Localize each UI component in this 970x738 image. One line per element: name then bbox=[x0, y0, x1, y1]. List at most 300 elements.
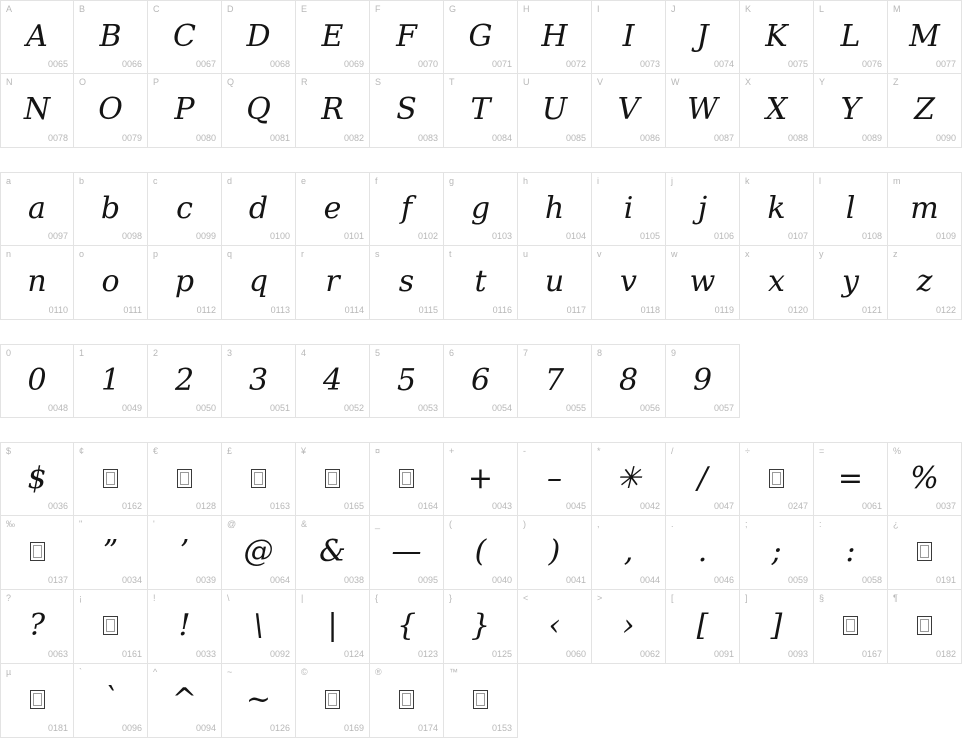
glyph-cell[interactable] bbox=[148, 74, 222, 148]
glyph-preview: ! bbox=[178, 608, 191, 643]
glyph-char-label: ! bbox=[153, 593, 156, 603]
glyph-char-label: ¢ bbox=[79, 446, 85, 456]
glyph-preview: . bbox=[697, 534, 708, 569]
glyph-char-label: [ bbox=[671, 593, 674, 603]
glyph-cell[interactable] bbox=[518, 0, 592, 74]
glyph-code-label: 0093 bbox=[787, 649, 808, 659]
glyph-char-label: 2 bbox=[153, 348, 159, 358]
glyph-char-label: B bbox=[79, 4, 86, 14]
glyph-code-label: 0039 bbox=[195, 575, 216, 585]
glyph-cell[interactable] bbox=[740, 516, 814, 590]
glyph-code-label: 0163 bbox=[269, 501, 290, 511]
glyph-code-label: 0092 bbox=[269, 649, 290, 659]
glyph-char-label: f bbox=[375, 176, 378, 186]
glyph-preview: ~ bbox=[245, 682, 272, 717]
glyph-cell[interactable] bbox=[444, 516, 518, 590]
glyph-cell[interactable] bbox=[518, 442, 592, 516]
glyph-code-label: 0081 bbox=[269, 133, 290, 143]
glyph-preview: — bbox=[391, 534, 422, 569]
glyph-cell[interactable] bbox=[0, 516, 74, 590]
glyph-cell[interactable] bbox=[740, 590, 814, 664]
glyph-code-label: 0099 bbox=[195, 231, 216, 241]
glyph-preview: % bbox=[910, 460, 939, 496]
glyph-code-label: 0116 bbox=[492, 305, 512, 315]
glyph-code-label: 0106 bbox=[713, 231, 734, 241]
glyph-char-label: a bbox=[6, 176, 12, 186]
glyph-cell[interactable] bbox=[666, 344, 740, 418]
glyph-char-label: € bbox=[153, 446, 159, 456]
glyph-code-label: 0077 bbox=[935, 59, 956, 69]
glyph-char-label: J bbox=[671, 4, 676, 14]
glyph-preview: F bbox=[396, 18, 417, 54]
missing-glyph-icon bbox=[843, 616, 858, 635]
glyph-preview: M bbox=[909, 18, 940, 54]
glyph-cell[interactable] bbox=[740, 0, 814, 74]
glyph-preview: [ bbox=[696, 608, 709, 643]
glyph-cell[interactable] bbox=[296, 172, 370, 246]
glyph-cell[interactable] bbox=[222, 442, 296, 516]
glyph-char-label: k bbox=[745, 176, 750, 186]
glyph-cell[interactable] bbox=[814, 0, 888, 74]
glyph-cell[interactable] bbox=[370, 172, 444, 246]
glyph-char-label: { bbox=[375, 593, 379, 603]
glyph-code-label: 0164 bbox=[417, 501, 438, 511]
glyph-char-label: 9 bbox=[671, 348, 677, 358]
glyph-cell[interactable] bbox=[888, 516, 962, 590]
glyph-char-label: q bbox=[227, 249, 233, 259]
glyph-cell[interactable] bbox=[740, 74, 814, 148]
glyph-char-label: U bbox=[523, 77, 530, 87]
glyph-preview: 1 bbox=[100, 362, 121, 398]
glyph-char-label: d bbox=[227, 176, 233, 186]
glyph-code-label: 0120 bbox=[787, 305, 808, 315]
glyph-preview: H bbox=[541, 18, 568, 54]
glyph-char-label: z bbox=[893, 249, 898, 259]
glyph-block-digits bbox=[0, 344, 970, 418]
glyph-cell[interactable] bbox=[222, 74, 296, 148]
glyph-code-label: 0045 bbox=[565, 501, 586, 511]
glyph-cell[interactable] bbox=[888, 246, 962, 320]
glyph-cell[interactable] bbox=[148, 516, 222, 590]
glyph-cell[interactable] bbox=[518, 516, 592, 590]
glyph-row bbox=[0, 0, 970, 74]
glyph-cell[interactable] bbox=[888, 0, 962, 74]
glyph-code-label: 0108 bbox=[861, 231, 882, 241]
glyph-cell[interactable] bbox=[222, 590, 296, 664]
glyph-preview: a bbox=[28, 190, 46, 226]
glyph-cell[interactable] bbox=[740, 172, 814, 246]
glyph-code-label: 0100 bbox=[269, 231, 290, 241]
glyph-char-label: v bbox=[597, 249, 602, 259]
glyph-code-label: 0088 bbox=[787, 133, 808, 143]
glyph-code-label: 0044 bbox=[639, 575, 660, 585]
glyph-preview: J bbox=[696, 18, 709, 54]
glyph-cell[interactable] bbox=[296, 590, 370, 664]
glyph-char-label: ¡ bbox=[79, 593, 82, 603]
glyph-char-label: 8 bbox=[597, 348, 603, 358]
glyph-preview: : bbox=[845, 534, 856, 569]
glyph-cell[interactable] bbox=[0, 590, 74, 664]
missing-glyph-icon bbox=[103, 616, 118, 635]
glyph-preview: D bbox=[246, 18, 271, 54]
glyph-code-label: 0036 bbox=[47, 501, 68, 511]
glyph-char-label: + bbox=[449, 446, 455, 456]
glyph-cell[interactable] bbox=[444, 590, 518, 664]
glyph-cell[interactable] bbox=[296, 246, 370, 320]
glyph-preview: o bbox=[101, 264, 120, 299]
glyph-cell[interactable] bbox=[444, 442, 518, 516]
glyph-char-label: $ bbox=[6, 446, 12, 456]
glyph-char-label: r bbox=[301, 249, 304, 259]
glyph-cell[interactable] bbox=[888, 442, 962, 516]
glyph-code-label: 0117 bbox=[566, 305, 586, 315]
glyph-char-label: E bbox=[301, 4, 308, 14]
glyph-char-label: © bbox=[301, 667, 308, 677]
glyph-cell[interactable] bbox=[444, 246, 518, 320]
glyph-code-label: 0034 bbox=[121, 575, 142, 585]
glyph-preview: / bbox=[697, 460, 708, 496]
glyph-cell[interactable] bbox=[444, 172, 518, 246]
glyph-char-label: T bbox=[449, 77, 455, 87]
glyph-cell[interactable] bbox=[148, 344, 222, 418]
glyph-preview: 4 bbox=[322, 362, 343, 398]
glyph-cell[interactable] bbox=[444, 74, 518, 148]
glyph-cell[interactable] bbox=[666, 516, 740, 590]
glyph-cell[interactable] bbox=[0, 344, 74, 418]
glyph-preview: ’ bbox=[179, 534, 190, 569]
glyph-char-label: P bbox=[153, 77, 160, 87]
glyph-cell[interactable] bbox=[148, 590, 222, 664]
glyph-cell[interactable] bbox=[740, 442, 814, 516]
glyph-cell[interactable] bbox=[74, 246, 148, 320]
glyph-char-label: 7 bbox=[523, 348, 529, 358]
glyph-code-label: 0052 bbox=[343, 403, 364, 413]
glyph-cell[interactable] bbox=[0, 442, 74, 516]
glyph-code-label: 0078 bbox=[47, 133, 68, 143]
glyph-code-label: 0043 bbox=[491, 501, 512, 511]
glyph-cell[interactable] bbox=[296, 74, 370, 148]
glyph-cell[interactable] bbox=[666, 246, 740, 320]
glyph-preview: & bbox=[319, 534, 346, 569]
glyph-preview: $ bbox=[27, 460, 47, 496]
glyph-code-label: 0071 bbox=[491, 59, 512, 69]
glyph-char-label: N bbox=[6, 77, 13, 87]
glyph-cell[interactable] bbox=[370, 590, 444, 664]
glyph-cell[interactable] bbox=[444, 344, 518, 418]
glyph-code-label: 0064 bbox=[269, 575, 290, 585]
glyph-code-label: 0086 bbox=[639, 133, 660, 143]
glyph-cell[interactable] bbox=[592, 442, 666, 516]
glyph-cell[interactable] bbox=[148, 246, 222, 320]
glyph-char-label: h bbox=[523, 176, 529, 186]
glyph-char-label: s bbox=[375, 249, 380, 259]
glyph-cell[interactable] bbox=[592, 344, 666, 418]
glyph-cell[interactable] bbox=[296, 0, 370, 74]
glyph-char-label: g bbox=[449, 176, 455, 186]
glyph-code-label: 0047 bbox=[713, 501, 734, 511]
glyph-cell[interactable] bbox=[74, 516, 148, 590]
glyph-char-label: l bbox=[819, 176, 821, 186]
glyph-cell[interactable] bbox=[74, 172, 148, 246]
glyph-code-label: 0109 bbox=[935, 231, 956, 241]
glyph-cell[interactable] bbox=[222, 172, 296, 246]
glyph-block-uppercase-letters bbox=[0, 0, 970, 148]
glyph-row bbox=[0, 590, 970, 664]
missing-glyph-icon bbox=[325, 469, 340, 488]
glyph-cell[interactable] bbox=[666, 590, 740, 664]
glyph-code-label: 0125 bbox=[491, 649, 512, 659]
glyph-cell[interactable] bbox=[222, 516, 296, 590]
glyph-preview: l bbox=[845, 190, 856, 226]
glyph-char-label: } bbox=[449, 593, 453, 603]
glyph-char-label: S bbox=[375, 77, 382, 87]
glyph-preview: ✳ bbox=[615, 460, 642, 496]
glyph-char-label: ? bbox=[6, 593, 12, 603]
glyph-char-label: % bbox=[893, 446, 902, 456]
glyph-preview: @ bbox=[243, 534, 274, 569]
glyph-row bbox=[0, 516, 970, 590]
glyph-preview: m bbox=[910, 190, 939, 226]
glyph-block-symbols-and-punctuation bbox=[0, 442, 970, 738]
glyph-code-label: 0056 bbox=[639, 403, 660, 413]
glyph-preview: e bbox=[323, 190, 342, 226]
glyph-code-label: 0122 bbox=[935, 305, 956, 315]
glyph-cell[interactable] bbox=[592, 246, 666, 320]
glyph-preview: G bbox=[468, 18, 493, 54]
glyph-preview: 0 bbox=[27, 362, 47, 398]
glyph-code-label: 0114 bbox=[344, 305, 364, 315]
glyph-char-label: Q bbox=[227, 77, 235, 87]
glyph-code-label: 0153 bbox=[491, 723, 512, 733]
glyph-char-label: 5 bbox=[375, 348, 381, 358]
glyph-cell[interactable] bbox=[814, 516, 888, 590]
glyph-code-label: 0060 bbox=[565, 649, 586, 659]
glyph-cell[interactable] bbox=[0, 246, 74, 320]
glyph-cell[interactable] bbox=[518, 246, 592, 320]
glyph-code-label: 0061 bbox=[861, 501, 882, 511]
glyph-char-label: @ bbox=[227, 519, 237, 529]
glyph-char-label: p bbox=[153, 249, 159, 259]
glyph-char-label: i bbox=[597, 176, 599, 186]
glyph-char-label: ^ bbox=[153, 667, 158, 677]
glyph-cell[interactable] bbox=[888, 172, 962, 246]
glyph-row bbox=[0, 344, 970, 418]
glyph-code-label: 0037 bbox=[935, 501, 956, 511]
glyph-code-label: 0057 bbox=[713, 403, 734, 413]
glyph-preview: i bbox=[623, 190, 634, 226]
glyph-preview: 9 bbox=[692, 362, 713, 398]
glyph-preview: V bbox=[617, 92, 640, 127]
glyph-char-label: ~ bbox=[227, 667, 233, 677]
glyph-code-label: 0094 bbox=[195, 723, 216, 733]
glyph-char-label: , bbox=[597, 519, 600, 529]
glyph-char-label: R bbox=[301, 77, 308, 87]
glyph-code-label: 0126 bbox=[269, 723, 290, 733]
glyph-code-label: 0098 bbox=[121, 231, 142, 241]
glyph-cell[interactable] bbox=[592, 516, 666, 590]
glyph-char-label: = bbox=[819, 446, 825, 456]
glyph-cell[interactable] bbox=[0, 0, 74, 74]
missing-glyph-icon bbox=[769, 469, 784, 488]
glyph-cell[interactable] bbox=[592, 74, 666, 148]
glyph-code-label: 0121 bbox=[861, 305, 882, 315]
missing-glyph-icon bbox=[103, 469, 118, 488]
missing-glyph-icon bbox=[399, 690, 414, 709]
glyph-cell[interactable] bbox=[222, 0, 296, 74]
glyph-cell[interactable] bbox=[370, 74, 444, 148]
glyph-char-label: G bbox=[449, 4, 457, 14]
glyph-cell[interactable] bbox=[370, 442, 444, 516]
glyph-code-label: 0062 bbox=[639, 649, 660, 659]
glyph-cell[interactable] bbox=[592, 172, 666, 246]
glyph-preview: p bbox=[174, 264, 195, 299]
glyph-code-label: 0115 bbox=[418, 305, 438, 315]
glyph-cell[interactable] bbox=[370, 344, 444, 418]
glyph-cell[interactable] bbox=[888, 74, 962, 148]
glyph-char-label: O bbox=[79, 77, 87, 87]
glyph-cell[interactable] bbox=[296, 344, 370, 418]
glyph-row bbox=[0, 442, 970, 516]
glyph-cell[interactable] bbox=[666, 74, 740, 148]
glyph-char-label: ‰ bbox=[6, 519, 15, 529]
glyph-cell[interactable] bbox=[296, 516, 370, 590]
glyph-cell[interactable] bbox=[888, 590, 962, 664]
glyph-cell[interactable] bbox=[666, 0, 740, 74]
glyph-char-label: u bbox=[523, 249, 529, 259]
glyph-preview: x bbox=[768, 264, 785, 299]
glyph-cell[interactable] bbox=[222, 344, 296, 418]
glyph-code-label: 0137 bbox=[47, 575, 68, 585]
glyph-preview: – bbox=[547, 460, 562, 496]
glyph-code-label: 0075 bbox=[787, 59, 808, 69]
glyph-cell[interactable] bbox=[222, 246, 296, 320]
glyph-code-label: 0105 bbox=[639, 231, 660, 241]
glyph-code-label: 0046 bbox=[713, 575, 734, 585]
glyph-char-label: | bbox=[301, 593, 304, 603]
glyph-cell[interactable] bbox=[518, 590, 592, 664]
glyph-cell[interactable] bbox=[666, 172, 740, 246]
glyph-cell[interactable] bbox=[296, 442, 370, 516]
glyph-char-label: 0 bbox=[6, 348, 12, 358]
glyph-cell[interactable] bbox=[74, 344, 148, 418]
block-spacer bbox=[0, 418, 970, 442]
missing-glyph-icon bbox=[30, 542, 45, 561]
glyph-char-label: j bbox=[671, 176, 673, 186]
glyph-cell[interactable] bbox=[0, 74, 74, 148]
glyph-preview: Q bbox=[246, 92, 271, 127]
glyph-cell[interactable] bbox=[518, 74, 592, 148]
glyph-preview: L bbox=[840, 18, 861, 54]
glyph-cell[interactable] bbox=[444, 0, 518, 74]
missing-glyph-icon bbox=[177, 469, 192, 488]
glyph-cell[interactable] bbox=[592, 0, 666, 74]
glyph-preview: E bbox=[321, 18, 344, 54]
glyph-code-label: 0113 bbox=[270, 305, 290, 315]
glyph-cell[interactable] bbox=[74, 590, 148, 664]
glyph-code-label: 0119 bbox=[714, 305, 734, 315]
glyph-preview: U bbox=[541, 92, 568, 127]
glyph-char-label: ™ bbox=[449, 667, 458, 677]
glyph-cell[interactable] bbox=[814, 590, 888, 664]
glyph-char-label: Z bbox=[893, 77, 899, 87]
glyph-preview: ] bbox=[770, 608, 783, 643]
glyph-code-label: 0247 bbox=[787, 501, 808, 511]
glyph-char-label: y bbox=[819, 249, 824, 259]
glyph-char-label: _ bbox=[375, 519, 381, 529]
glyph-char-label: F bbox=[375, 4, 381, 14]
glyph-cell[interactable] bbox=[370, 0, 444, 74]
glyph-cell[interactable] bbox=[74, 0, 148, 74]
glyph-code-label: 0097 bbox=[47, 231, 68, 241]
glyph-cell[interactable] bbox=[0, 172, 74, 246]
glyph-preview: B bbox=[99, 18, 122, 54]
glyph-code-label: 0048 bbox=[47, 403, 68, 413]
glyph-cell[interactable] bbox=[74, 442, 148, 516]
glyph-code-label: 0058 bbox=[861, 575, 882, 585]
glyph-cell[interactable] bbox=[740, 246, 814, 320]
glyph-char-label: ÷ bbox=[745, 446, 750, 456]
glyph-cell[interactable] bbox=[518, 172, 592, 246]
glyph-cell[interactable] bbox=[74, 74, 148, 148]
glyph-code-label: 0191 bbox=[935, 575, 956, 585]
glyph-code-label: 0042 bbox=[639, 501, 660, 511]
glyph-char-label: e bbox=[301, 176, 307, 186]
glyph-char-label: A bbox=[6, 4, 13, 14]
glyph-char-label: - bbox=[523, 446, 526, 456]
glyph-preview: y bbox=[842, 264, 859, 299]
glyph-char-label: ; bbox=[745, 519, 748, 529]
glyph-code-label: 0091 bbox=[713, 649, 734, 659]
glyph-char-label: X bbox=[745, 77, 752, 87]
glyph-code-label: 0040 bbox=[491, 575, 512, 585]
glyph-preview: 7 bbox=[544, 362, 565, 398]
glyph-code-label: 0169 bbox=[343, 723, 364, 733]
glyph-char-label: w bbox=[671, 249, 678, 259]
glyph-row bbox=[0, 74, 970, 148]
glyph-char-label: 4 bbox=[301, 348, 307, 358]
glyph-cell[interactable] bbox=[666, 442, 740, 516]
glyph-char-label: c bbox=[153, 176, 158, 186]
glyph-code-label: 0167 bbox=[861, 649, 882, 659]
glyph-char-label: H bbox=[523, 4, 530, 14]
glyph-cell[interactable] bbox=[814, 442, 888, 516]
glyph-preview: k bbox=[767, 190, 786, 226]
glyph-char-label: * bbox=[597, 446, 601, 456]
glyph-code-label: 0080 bbox=[195, 133, 216, 143]
glyph-char-label: § bbox=[819, 593, 825, 603]
glyph-char-label: 6 bbox=[449, 348, 455, 358]
glyph-preview: \ bbox=[253, 608, 264, 643]
glyph-cell[interactable] bbox=[814, 172, 888, 246]
glyph-cell[interactable] bbox=[592, 590, 666, 664]
glyph-code-label: 0076 bbox=[861, 59, 882, 69]
glyph-cell[interactable] bbox=[518, 344, 592, 418]
glyph-cell[interactable] bbox=[148, 442, 222, 516]
glyph-cell[interactable] bbox=[370, 246, 444, 320]
glyph-cell[interactable] bbox=[814, 74, 888, 148]
glyph-code-label: 0085 bbox=[565, 133, 586, 143]
glyph-code-label: 0089 bbox=[861, 133, 882, 143]
glyph-char-label: ¤ bbox=[375, 446, 381, 456]
missing-glyph-icon bbox=[30, 690, 45, 709]
glyph-code-label: 0181 bbox=[47, 723, 68, 733]
glyph-cell[interactable] bbox=[814, 246, 888, 320]
glyph-cell[interactable] bbox=[148, 172, 222, 246]
glyph-cell[interactable] bbox=[370, 516, 444, 590]
glyph-code-label: 0101 bbox=[343, 231, 364, 241]
glyph-cell[interactable] bbox=[148, 0, 222, 74]
glyph-code-label: 0174 bbox=[417, 723, 438, 733]
